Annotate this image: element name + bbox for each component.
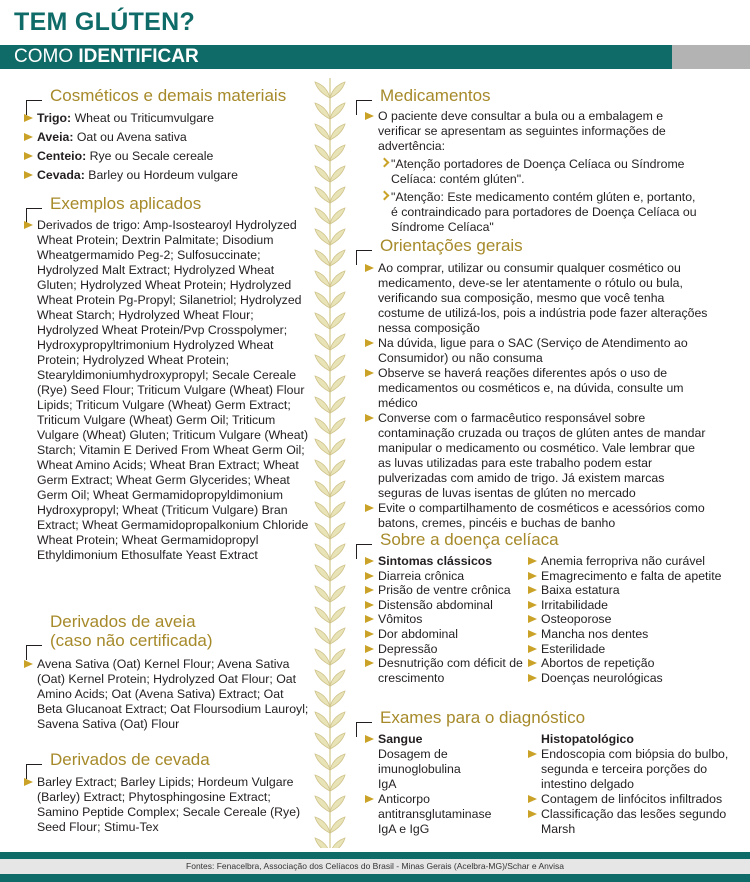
list-item — [365, 366, 710, 411]
wheat-grain — [315, 712, 330, 728]
wheat-grain — [315, 691, 330, 707]
list-item — [24, 166, 314, 185]
arrow-icon — [365, 795, 374, 803]
exemplos-text — [24, 218, 311, 563]
wheat-grain — [315, 145, 330, 161]
wheat-grain — [330, 754, 345, 770]
quote-item — [381, 190, 705, 235]
exame-item: Dosagem de imunoglobulina IgA — [378, 747, 461, 791]
arrow-icon — [528, 674, 537, 682]
list-item — [24, 109, 314, 128]
wheat-grain — [330, 649, 345, 665]
wheat-grain — [315, 334, 330, 350]
wheat-grain — [315, 271, 330, 287]
arrow-icon — [365, 572, 374, 580]
arrow-icon — [24, 778, 33, 786]
symptom-item — [365, 583, 525, 598]
symptom-text: Anemia ferropriva não curável — [541, 554, 706, 568]
wheat-grain — [330, 565, 345, 581]
wheat-grain — [330, 481, 345, 497]
arrow-icon — [365, 557, 374, 565]
wheat-grain — [330, 376, 345, 392]
orientacoes-list — [365, 261, 710, 531]
histo-title: Histopatológico — [541, 732, 634, 746]
orientacao-text: Evite o compartilhamento de cosméticos e acessórios como batons, cremes, pincéis e buchas de banho — [378, 501, 705, 530]
list-item — [365, 261, 710, 336]
arrow-icon — [24, 133, 33, 141]
wheat-grain — [315, 292, 330, 308]
wheat-grain — [330, 439, 345, 455]
wheat-grain — [315, 82, 330, 98]
symptom-text: Prisão de ventre crônica — [378, 583, 511, 598]
symptom-text: Irritabilidade — [541, 597, 608, 612]
arrow-icon — [365, 601, 374, 609]
arrow-icon — [24, 221, 33, 229]
wheat-grain — [330, 586, 345, 602]
arrow-icon — [365, 339, 374, 347]
cevada-text — [24, 775, 304, 835]
item-label: Trigo: — [37, 111, 72, 125]
symptom-text: Osteoporose — [541, 612, 612, 627]
symptom-item — [528, 554, 728, 569]
quote-text: "Atenção portadores de Doença Celíaca ou Síndrome Celíaca: contém glúten". — [391, 157, 685, 186]
wheat-grain — [330, 397, 345, 413]
arrow-icon — [528, 810, 537, 818]
wheat-grain — [315, 544, 330, 560]
wheat-grain — [315, 481, 330, 497]
item-label: Cevada: — [37, 168, 85, 182]
wheat-grain — [330, 82, 345, 98]
wheat-grain — [330, 628, 345, 644]
wheat-grain — [330, 124, 345, 140]
wheat-grain — [315, 418, 330, 434]
symptom-text: Desnutrição com déficit de crescimento — [378, 656, 523, 685]
heading-exemplos: Exemplos aplicados — [50, 194, 202, 213]
aveia-body: Avena Sativa (Oat) Kernel Flour; Avena Sativa (Oat) Kernel Protein; Hydrolyzed Oat Flour; Oat Amino Acids; Oat (Avena Sativa) Extract; Oat Beta Glucanoat Extract; Oat Floursodium Lauroyl; Savena Sativa (Oat) Flour — [37, 657, 309, 731]
arrow-icon — [528, 572, 537, 580]
wheat-grain — [330, 103, 345, 119]
list-item — [365, 336, 710, 366]
banner-bold: IDENTIFICAR — [78, 46, 199, 67]
symptom-item — [528, 656, 728, 671]
col-title — [365, 732, 515, 747]
arrow-icon — [365, 659, 374, 667]
symptom-item — [365, 569, 525, 584]
wheat-grain — [315, 229, 330, 245]
symptom-text: Abortos de repetição — [541, 656, 655, 671]
wheat-grain — [330, 334, 345, 350]
wheat-grain — [330, 418, 345, 434]
symptom-text: Baixa estatura — [541, 583, 620, 598]
symptom-text: Emagrecimento e falta de apetite — [541, 568, 722, 583]
banner-prefix: COMO — [14, 46, 79, 67]
symptom-item — [365, 642, 525, 657]
wheat-grain — [315, 649, 330, 665]
orientacao-text: Na dúvida, ligue para o SAC (Serviço de Atendimento ao Consumidor) ou não consuma — [378, 336, 688, 365]
footer — [0, 852, 750, 882]
heading-cosmeticos: Cosméticos e demais materiais — [50, 86, 287, 105]
list-item — [24, 657, 311, 732]
wheat-grain — [315, 208, 330, 224]
wheat-grain — [315, 313, 330, 329]
list-item — [24, 147, 314, 166]
heading-aveia — [50, 612, 213, 650]
list-item — [24, 128, 314, 147]
wheat-grain — [330, 691, 345, 707]
wheat-grain — [330, 208, 345, 224]
quote-text: "Atenção: Este medicamento contém glúten e, portanto, é contraindicado para portadores de Doença Celíaca ou Síndrome Celíaca" — [391, 190, 697, 234]
heading-exames: Exames para o diagnóstico — [380, 708, 586, 727]
sintomas-title: Sintomas clássicos — [378, 554, 493, 568]
wheat-grain — [330, 166, 345, 182]
banner-label — [0, 45, 672, 69]
arrow-icon — [365, 630, 374, 638]
arrow-icon — [365, 645, 374, 653]
list-item — [365, 501, 710, 531]
medicamentos-block — [365, 109, 705, 235]
wheat-grain — [315, 502, 330, 518]
exame-text: Contagem de linfócitos infiltrados — [541, 792, 723, 806]
wheat-grain — [315, 817, 330, 833]
wheat-grain — [330, 355, 345, 371]
list-item — [528, 792, 733, 807]
page-title: TEM GLÚTEN? — [14, 8, 196, 36]
arrow-icon — [365, 504, 374, 512]
arrow-icon — [24, 114, 33, 122]
col-title — [365, 554, 525, 569]
arrow-icon — [24, 152, 33, 160]
list-item — [365, 792, 505, 837]
cosmeticos-list — [24, 109, 314, 185]
symptom-text: Distensão abdominal — [378, 597, 493, 612]
symptom-item — [528, 642, 728, 657]
wheat-grain — [330, 838, 345, 848]
list-item — [528, 747, 733, 792]
col-title — [528, 732, 733, 747]
arrow-icon — [528, 557, 537, 565]
list-item — [365, 109, 705, 154]
sangue-title: Sangue — [378, 732, 423, 746]
wheat-grain — [330, 733, 345, 749]
wheat-grain — [330, 145, 345, 161]
wheat-grain — [330, 817, 345, 833]
wheat-grain — [330, 460, 345, 476]
cevada-body: Barley Extract; Barley Lipids; Hordeum Vulgare (Barley) Extract; Phytosphingosine Extract; Samino Peptide Complex; Secale Cereale (Rye) Seed Flour; Stimu-Tex — [37, 775, 301, 834]
arrow-icon — [528, 615, 537, 623]
orientacao-text: Observe se haverá reações diferentes após o uso de medicamentos ou cosméticos e, na dúvida, consulte um médico — [378, 366, 684, 410]
footer-sources: Fontes: Fenacelbra, Associação dos Celíacos do Brasil - Minas Gerais (Acelbra-MG)/Schar e Anvisa — [0, 859, 750, 874]
heading-aveia-line2: (caso não certificada) — [50, 631, 213, 650]
heading-aveia-line1: Derivados de aveia — [50, 612, 196, 631]
list-item — [365, 411, 710, 501]
item-text: Barley ou Hordeum vulgare — [84, 168, 238, 182]
wheat-grain — [315, 754, 330, 770]
symptom-text: Diarreia crônica — [378, 568, 465, 583]
wheat-grain — [330, 796, 345, 812]
wheat-grain — [330, 502, 345, 518]
list-item — [24, 218, 311, 563]
exames-col1 — [365, 732, 515, 837]
symptom-item — [528, 612, 728, 627]
orientacao-text: Ao comprar, utilizar ou consumir qualquer cosmético ou medicamento, deve-se ler atentamente o rótulo ou bula, verificando sua composição, mesmo que você tenha costume de utilizá-los, pois a indústria pode fazer alterações nessa composição — [378, 261, 708, 335]
wheat-stalk-divider — [313, 78, 347, 848]
arrow-icon — [528, 630, 537, 638]
item-label: Centeio: — [37, 149, 87, 163]
wheat-grain — [315, 124, 330, 140]
symptom-item — [528, 598, 728, 613]
symptom-item — [528, 671, 728, 686]
wheat-grain — [315, 775, 330, 791]
wheat-grain — [330, 544, 345, 560]
arrow-icon — [528, 659, 537, 667]
symptom-item — [528, 569, 728, 584]
wheat-grain — [315, 838, 330, 848]
symptom-item — [365, 612, 525, 627]
wheat-grain — [315, 796, 330, 812]
section-banner — [0, 45, 750, 69]
arrow-icon — [528, 750, 537, 758]
wheat-grain — [315, 439, 330, 455]
doenca-col2 — [528, 554, 728, 685]
exames-col2 — [528, 732, 733, 837]
wheat-grain — [315, 586, 330, 602]
arrow-icon — [365, 586, 374, 594]
wheat-grain — [330, 712, 345, 728]
wheat-grain — [330, 250, 345, 266]
item-text: Oat ou Avena sativa — [73, 130, 187, 144]
exemplos-body: Derivados de trigo: Amp-Isostearoyl Hydrolyzed Wheat Protein; Dextrin Palmitate; Disodium Wheatgermamido Peg-2; Sulfosuccinate; Hydrolyzed Malt Extract; Hydrolyzed Wheat Gluten; Hydrolyzed Wheat Protein; Hydrolyzed Wheat Protein Pg-Propyl; Silanetriol; Hydrolyzed Wheat Starch; Hydrolyzed Wheat Flour; Hydrolyzed Wheat Protein/Pvp Crosspolymer; Hydroxypropyltrimonium Hydrolyzed Wheat Protein; Hydrolyzed Wheat Protein; Stearyldimoniumhydroxypropyl; Secale Cereale (Rye) Seed Flour; Triticum Vulgare (Wheat) Flour Lipids; Triticum Vulgare (Wheat) Germ Extract; Triticum Vulgare (Wheat) Germ Oil; Triticum Vulgare (Wheat) Gluten; Triticum Vulgare (Wheat) Starch; Vitamin E Derived From Wheat Germ Oil; Wheat Amino Acids; Wheat Bran Extract; Wheat Germ Extract; Wheat Germ Glycerides; Wheat Germ Oil; Wheat Germamidopropyldimonium Hydroxypropyl; Wheat (Triticum Vulgare) Bran Extract; Wheat Germamidopropalkonium Chloride Wheat Protein; Wheat Germamidopropyl Ethyldimonium Ethosulfate Yeast Extract — [37, 218, 309, 562]
wheat-grain — [315, 460, 330, 476]
list-item — [24, 775, 304, 835]
symptom-text: Vômitos — [378, 612, 423, 627]
wheat-grain — [330, 775, 345, 791]
wheat-grain — [315, 166, 330, 182]
arrow-icon — [528, 586, 537, 594]
symptom-item — [365, 598, 525, 613]
wheat-grain — [315, 187, 330, 203]
symptom-text: Dor abdominal — [378, 626, 458, 641]
heading-cevada: Derivados de cevada — [50, 750, 210, 769]
arrow-icon — [365, 264, 374, 272]
arrow-icon — [528, 645, 537, 653]
item-label: Aveia: — [37, 130, 74, 144]
wheat-grain — [315, 628, 330, 644]
chevron-icon — [380, 158, 390, 168]
aveia-text — [24, 657, 311, 732]
quote-item — [381, 157, 705, 187]
symptom-item — [365, 627, 525, 642]
doenca-col1 — [365, 554, 525, 685]
orientacao-text: Converse com o farmacêutico responsável sobre contaminação cruzada ou traços de glúten antes de mandar manipular o medicamento ou cosmético. Vale lembrar que as luvas utilizadas para este trabalho podem estar pulverizadas com amido de trigo. Já existem marcas seguras de luvas isentas de glúten no mercado — [378, 411, 706, 500]
symptom-text: Esterilidade — [541, 641, 606, 656]
heading-medicamentos: Medicamentos — [380, 86, 491, 105]
symptom-item — [528, 583, 728, 598]
list-item — [528, 807, 733, 837]
wheat-grain — [315, 376, 330, 392]
arrow-icon — [24, 660, 33, 668]
symptom-text: Depressão — [378, 641, 438, 656]
arrow-icon — [365, 369, 374, 377]
symptom-item — [528, 627, 728, 642]
medicamentos-intro: O paciente deve consultar a bula ou a embalagem e verificar se apresentam as seguintes informações de advertência: — [378, 109, 666, 153]
wheat-grain — [315, 523, 330, 539]
wheat-grain — [315, 103, 330, 119]
wheat-grain — [330, 670, 345, 686]
wheat-grain — [330, 523, 345, 539]
exame-text: Classificação das lesões segundo Marsh — [541, 807, 727, 836]
wheat-grain — [315, 607, 330, 623]
wheat-grain — [315, 250, 330, 266]
arrow-icon — [528, 795, 537, 803]
wheat-grain — [330, 229, 345, 245]
chevron-icon — [380, 191, 390, 201]
exame-text: Anticorpo antitransglutaminase IgA e IgG — [378, 792, 492, 836]
exame-text: Endoscopia com biópsia do bulbo, segunda e terceira porções do intestino delgado — [541, 747, 729, 791]
symptom-item — [365, 656, 525, 685]
symptom-text: Doenças neurológicas — [541, 670, 663, 685]
heading-orientacoes: Orientações gerais — [380, 236, 523, 255]
wheat-grain — [315, 565, 330, 581]
item-text: Rye ou Secale cereale — [86, 149, 214, 163]
arrow-icon — [365, 112, 374, 120]
wheat-grain — [315, 355, 330, 371]
wheat-grain — [315, 397, 330, 413]
wheat-grain — [330, 271, 345, 287]
wheat-grain — [330, 313, 345, 329]
item-text: Wheat ou Triticumvulgare — [71, 111, 214, 125]
arrow-icon — [365, 615, 374, 623]
wheat-grain — [330, 187, 345, 203]
symptom-text: Mancha nos dentes — [541, 626, 649, 641]
quotes — [365, 157, 705, 235]
arrow-icon — [528, 601, 537, 609]
arrow-icon — [365, 735, 374, 743]
wheat-grain — [330, 607, 345, 623]
wheat-grain — [315, 733, 330, 749]
arrow-icon — [24, 171, 33, 179]
arrow-icon — [365, 414, 374, 422]
wheat-grain — [330, 292, 345, 308]
wheat-grain — [315, 670, 330, 686]
heading-doenca: Sobre a doença celíaca — [380, 530, 559, 549]
